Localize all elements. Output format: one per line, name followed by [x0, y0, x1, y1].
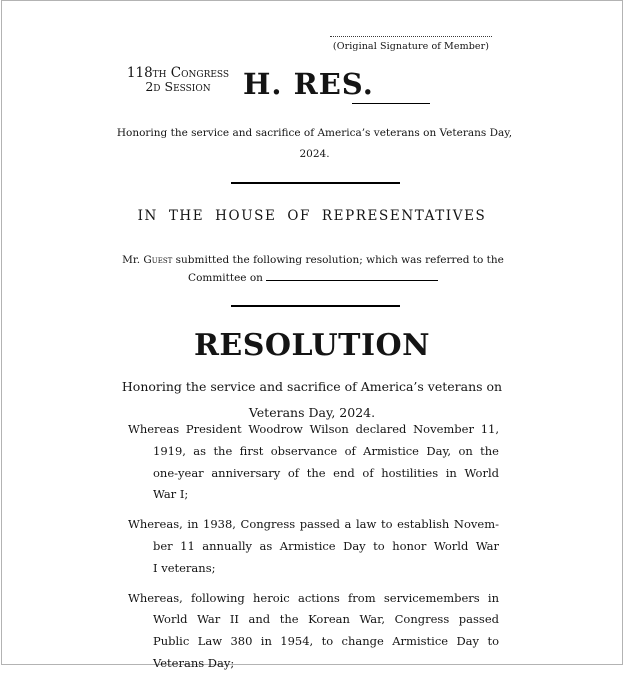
whereas-clause — [128, 514, 499, 579]
member-title: Mr. — [122, 254, 141, 266]
clause-line: one-year anniversary of the end of hostilities in World — [153, 465, 499, 480]
clause-line: Veterans Day; — [153, 655, 235, 670]
referral-line-1 — [98, 252, 528, 269]
clause-line: Whereas President Woodrow Wilson declared November 11, — [128, 422, 499, 436]
resolution-subtitle-line-1: Honoring the service and sacrifice of America’s veterans on — [121, 379, 503, 394]
referral-statement — [98, 252, 528, 286]
committee-blank-line — [266, 269, 438, 281]
clause-line: 1919, as the first observance of Armistice Day, on the — [153, 443, 499, 458]
horizontal-rule-top — [231, 182, 400, 184]
member-name: Guest — [143, 254, 173, 266]
clause-line: ber 11 annually as Armistice Day to honor World War — [153, 538, 499, 553]
congress-label: 118th Congress — [126, 65, 230, 81]
resolution-page — [1, 0, 623, 670]
measure-title — [112, 123, 517, 165]
referral-line-2 — [98, 269, 528, 287]
congress-session-block — [118, 66, 238, 94]
clause-line: World War II and the Korean War, Congress passed — [153, 612, 499, 627]
whereas-clauses — [128, 419, 499, 683]
chamber-heading: IN THE HOUSE OF REPRESENTATIVES — [137, 208, 487, 224]
resolution-subtitle-line-2: Veterans Day, 2024. — [248, 405, 376, 420]
measure-title-line-1: Honoring the service and sacrifice of America’s veterans on Veterans Day, — [116, 127, 513, 139]
signature-area — [330, 29, 492, 52]
referral-text: submitted the following resolution; which was referred to the — [175, 254, 504, 266]
whereas-clause — [128, 419, 499, 506]
clause-line: War I; — [153, 487, 189, 502]
clause-line: Whereas, in 1938, Congress passed a law to establish Novem- — [128, 517, 499, 532]
resolution-heading: RESOLUTION — [193, 328, 431, 363]
whereas-clause — [128, 588, 499, 675]
bill-number-heading: H. RES. — [243, 67, 374, 101]
committee-label: Committee on — [188, 271, 263, 284]
bill-number-blank-line — [352, 103, 430, 104]
horizontal-rule-middle — [231, 305, 400, 307]
signature-label: (Original Signature of Member) — [332, 41, 490, 52]
measure-title-line-2: 2024. — [299, 148, 330, 160]
clause-line: I veterans; — [153, 560, 216, 575]
signature-dotted-line — [330, 29, 492, 37]
clause-line: Whereas, following heroic actions from servicemembers in — [128, 590, 499, 605]
clause-line: Public Law 380 in 1954, to change Armistice Day to — [153, 634, 499, 649]
session-label: 2d Session — [145, 79, 211, 94]
